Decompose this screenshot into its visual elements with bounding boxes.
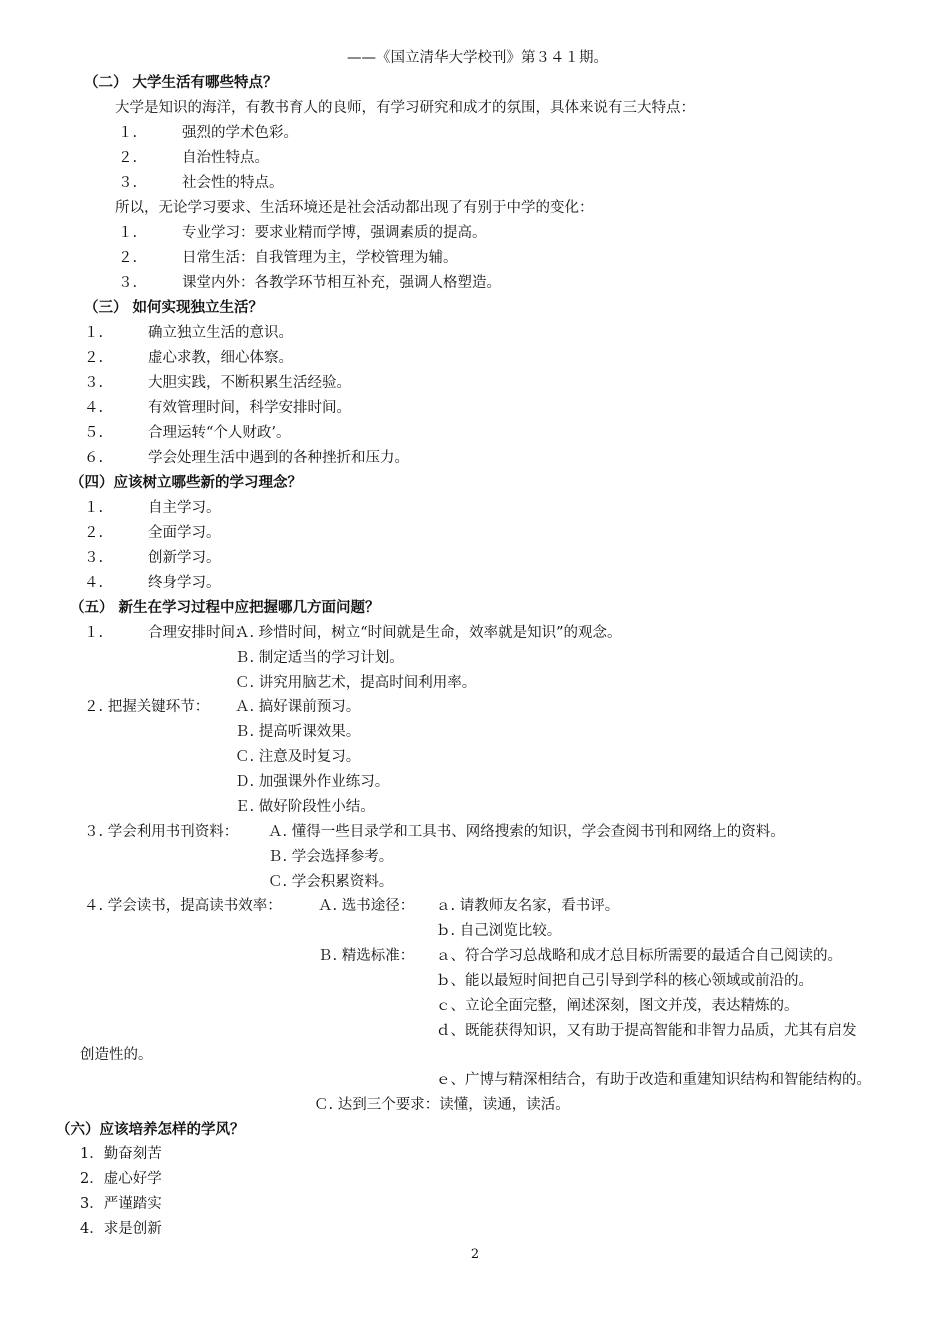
- sub-item-continuation: 创造性的。: [80, 1047, 153, 1063]
- section-5-heading: （五） 新生在学习过程中应把握哪几方面问题？: [70, 600, 380, 616]
- point-2-label: ２. 把握关键环节：: [84, 699, 210, 715]
- point-4-a-label: Ａ. 选书途径：: [318, 898, 415, 914]
- section-3-heading: （三） 如何实现独立生活？: [84, 300, 264, 316]
- sub-item: ｂ、能以最短时间把自己引导到学科的核心领域或前沿的。: [436, 973, 813, 989]
- item-number: ２.: [118, 150, 138, 166]
- list-item: [84, 423, 291, 443]
- list-item: [84, 573, 221, 593]
- sub-item: Ｃ. 讲究用脑艺术，提高时间利用率。: [235, 675, 477, 691]
- sub-item: Ｄ. 加强课外作业练习。: [235, 774, 390, 790]
- sub-item: ａ. 请教师友名家，看书评。: [436, 898, 620, 914]
- page-number: 2: [470, 1247, 480, 1262]
- change-item: [118, 223, 487, 243]
- item-number: ３.: [118, 175, 138, 191]
- sub-item: ｃ、立论全面完整，阐述深刻，图文并茂，表达精炼的。: [436, 998, 799, 1014]
- section-2-heading: （二） 大学生活有哪些特点？: [84, 75, 278, 91]
- point-4-label: ４. 学会读书，提高读书效率：: [84, 898, 282, 914]
- item-text: 有效管理时间，科学安排时间。: [148, 400, 351, 416]
- sub-item: Ｃ. 注意及时复习。: [235, 749, 361, 765]
- sub-item: ｄ、既能获得知识，又有助于提高智能和非智力品质，尤其有启发: [436, 1023, 857, 1039]
- item-text: 自治性特点。: [182, 150, 269, 166]
- item-text: 自主学习。: [148, 500, 221, 516]
- sub-item: Ａ. 珍惜时间，树立“时间就是生命，效率就是知识”的观念。: [235, 625, 622, 641]
- item-text: 学会处理生活中遇到的各种挫折和压力。: [148, 450, 409, 466]
- feature-item: [118, 173, 284, 193]
- feature-item: [118, 148, 269, 168]
- item-number: ３.: [84, 375, 104, 391]
- sub-item: ａ、符合学习总战略和成才总目标所需要的最适合自己阅读的。: [436, 948, 842, 964]
- change-item: [118, 248, 458, 268]
- item-text: 虚心求教，细心体察。: [148, 350, 293, 366]
- sub-item: Ａ. 搞好课前预习。: [235, 699, 361, 715]
- item-text: 合理运转“个人财政’。: [148, 425, 291, 441]
- list-item: 3．严谨踏实: [80, 1196, 162, 1212]
- item-text: 终身学习。: [148, 575, 221, 591]
- item-number: １.: [84, 625, 104, 641]
- list-item: 2．虚心好学: [80, 1171, 162, 1187]
- list-item: [84, 498, 221, 518]
- item-number: １.: [118, 225, 138, 241]
- sub-item: Ｂ. 提高听课效果。: [235, 724, 361, 740]
- item-text: 日常生活：自我管理为主，学校管理为辅。: [182, 250, 458, 266]
- item-number: ６.: [84, 450, 104, 466]
- item-number: ２.: [84, 525, 104, 541]
- section-2-summary: 所以，无论学习要求、生活环境还是社会活动都出现了有别于中学的变化：: [115, 200, 594, 216]
- item-text: 大胆实践，不断积累生活经验。: [148, 375, 351, 391]
- change-item: [118, 273, 501, 293]
- section-6-heading: （六）应该培养怎样的学风？: [56, 1122, 245, 1138]
- item-number: ５.: [84, 425, 104, 441]
- item-text: 强烈的学术色彩。: [182, 125, 298, 141]
- item-number: １.: [118, 125, 138, 141]
- item-number: １.: [84, 500, 104, 516]
- source-citation: ——《国立清华大学校刊》第３４１期。: [347, 50, 608, 66]
- list-item: [84, 523, 221, 543]
- sub-item: ｅ、广博与精深相结合，有助于改造和重建知识结构和智能结构的。: [436, 1072, 871, 1088]
- item-number: ４.: [84, 575, 104, 591]
- sub-item: Ｂ. 学会选择参考。: [268, 849, 394, 865]
- feature-item: [118, 123, 298, 143]
- item-number: １.: [84, 325, 104, 341]
- list-item: 4．求是创新: [80, 1221, 162, 1237]
- sub-item: Ｅ. 做好阶段性小结。: [235, 799, 375, 815]
- list-item: [84, 448, 409, 468]
- item-number: ３.: [118, 275, 138, 291]
- list-item: [84, 398, 351, 418]
- list-item: [84, 548, 221, 568]
- list-item: [84, 323, 293, 343]
- point-label: 合理安排时间：: [148, 625, 250, 641]
- point-1: [84, 623, 250, 643]
- sub-item: Ｂ. 制定适当的学习计划。: [235, 650, 404, 666]
- item-text: 确立独立生活的意识。: [148, 325, 293, 341]
- item-text: 创新学习。: [148, 550, 221, 566]
- item-text: 课堂内外：各教学环节相互补充，强调人格塑造。: [182, 275, 501, 291]
- list-item: 1．勤奋刻苦: [80, 1146, 162, 1162]
- section-4-heading: （四）应该树立哪些新的学习理念？: [70, 475, 302, 491]
- item-text: 专业学习：要求业精而学博，强调素质的提高。: [182, 225, 487, 241]
- item-text: 全面学习。: [148, 525, 221, 541]
- point-4-c: Ｃ. 达到三个要求：读懂，读通，读活。: [314, 1097, 570, 1113]
- sub-item: Ａ. 懂得一些目录学和工具书、网络搜索的知识，学会查阅书刊和网络上的资料。: [268, 824, 785, 840]
- item-text: 社会性的特点。: [182, 175, 284, 191]
- point-3-label: ３. 学会利用书刊资料：: [84, 824, 239, 840]
- item-number: ２.: [118, 250, 138, 266]
- list-item: [84, 373, 351, 393]
- sub-item: ｂ. 自己浏览比较。: [436, 923, 562, 939]
- item-number: ３.: [84, 550, 104, 566]
- list-item: [84, 348, 293, 368]
- sub-item: Ｃ. 学会积累资料。: [268, 874, 394, 890]
- item-number: ２.: [84, 350, 104, 366]
- section-2-intro: 大学是知识的海洋，有教书育人的良师，有学习研究和成才的氛围，具体来说有三大特点：: [115, 100, 695, 116]
- point-4-b-label: Ｂ. 精选标准：: [318, 948, 415, 964]
- item-number: ４.: [84, 400, 104, 416]
